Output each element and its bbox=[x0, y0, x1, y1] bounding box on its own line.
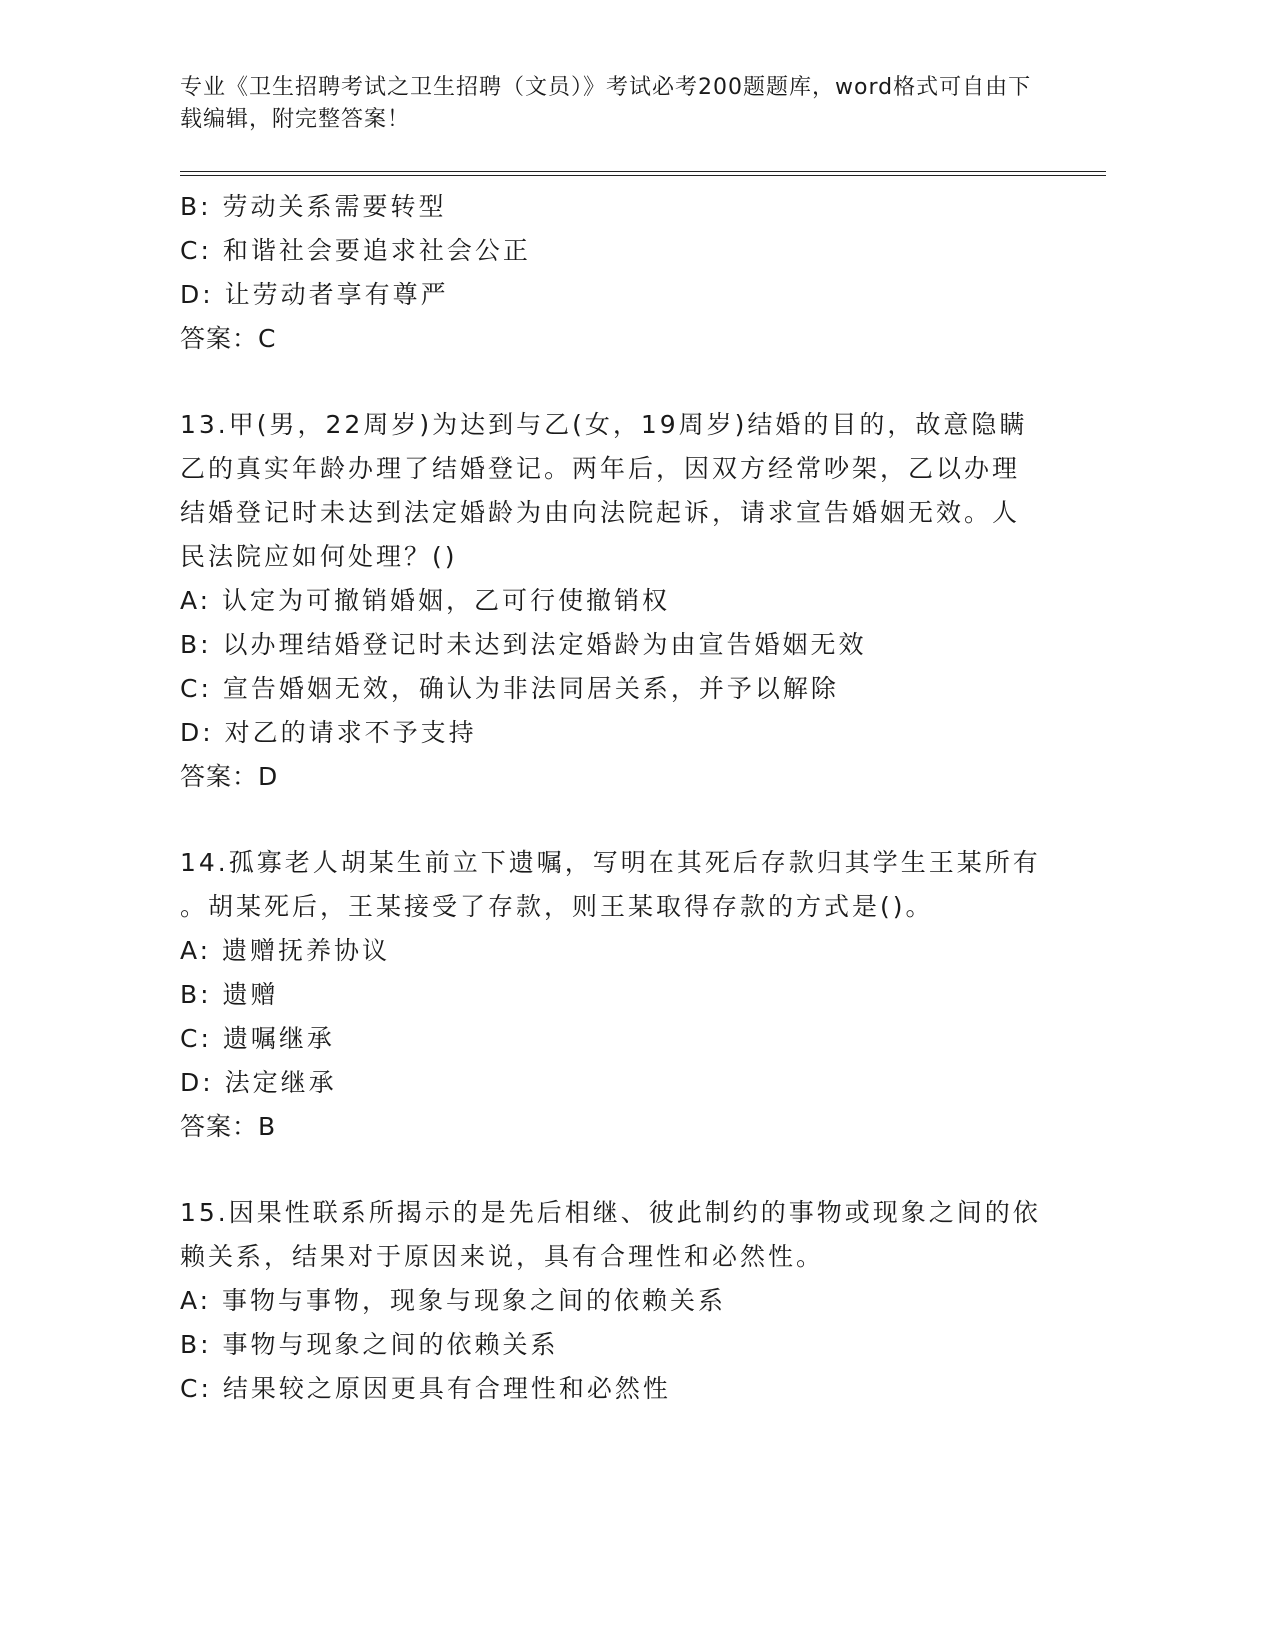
document-body bbox=[180, 185, 1080, 1411]
header-divider-top bbox=[180, 171, 1106, 172]
question-text-line: 13.甲(男，22周岁)为达到与乙(女，19周岁)结婚的目的，故意隐瞒 bbox=[180, 410, 1028, 439]
question-text-line: 。胡某死后，王某接受了存款，则王某取得存款的方式是()。 bbox=[180, 892, 934, 921]
option-b: B: 劳动关系需要转型 bbox=[180, 192, 447, 221]
option-a: A: 遗赠抚养协议 bbox=[180, 936, 391, 965]
document-header bbox=[180, 72, 1040, 136]
question-text-line: 乙的真实年龄办理了结婚登记。两年后，因双方经常吵架，乙以办理 bbox=[180, 454, 1021, 483]
option-d: D: 对乙的请求不予支持 bbox=[180, 718, 477, 747]
question-text-line: 结婚登记时未达到法定婚龄为由向法院起诉，请求宣告婚姻无效。人 bbox=[180, 498, 1021, 527]
answer-line: 答案：D bbox=[180, 762, 279, 791]
header-divider-bottom bbox=[180, 175, 1106, 176]
option-a: A: 认定为可撤销婚姻，乙可行使撤销权 bbox=[180, 586, 671, 615]
question-text-line: 15.因果性联系所揭示的是先后相继、彼此制约的事物或现象之间的依 bbox=[180, 1198, 1041, 1227]
option-d: D: 法定继承 bbox=[180, 1068, 337, 1097]
option-b: B: 事物与现象之间的依赖关系 bbox=[180, 1330, 559, 1359]
question-15 bbox=[180, 1191, 1080, 1411]
question-13 bbox=[180, 403, 1080, 799]
question-text-line: 赖关系，结果对于原因来说，具有合理性和必然性。 bbox=[180, 1242, 825, 1271]
option-d: D: 让劳动者享有尊严 bbox=[180, 280, 449, 309]
option-c: C: 和谐社会要追求社会公正 bbox=[180, 236, 531, 265]
question-fragment bbox=[180, 185, 1080, 361]
question-14 bbox=[180, 841, 1080, 1149]
option-a: A: 事物与事物，现象与现象之间的依赖关系 bbox=[180, 1286, 727, 1315]
option-b: B: 以办理结婚登记时未达到法定婚龄为由宣告婚姻无效 bbox=[180, 630, 867, 659]
option-c: C: 遗嘱继承 bbox=[180, 1024, 335, 1053]
question-text-line: 民法院应如何处理？() bbox=[180, 542, 458, 571]
answer-line: 答案：B bbox=[180, 1112, 277, 1141]
option-c: C: 结果较之原因更具有合理性和必然性 bbox=[180, 1374, 671, 1403]
option-c: C: 宣告婚姻无效，确认为非法同居关系，并予以解除 bbox=[180, 674, 839, 703]
answer-line: 答案：C bbox=[180, 324, 277, 353]
option-b: B: 遗赠 bbox=[180, 980, 279, 1009]
header-title: 专业《卫生招聘考试之卫生招聘（文员）》考试必考200题题库，word格式可自由下载编辑，附完整答案！ bbox=[180, 75, 1032, 132]
question-text-line: 14.孤寡老人胡某生前立下遗嘱，写明在其死后存款归其学生王某所有 bbox=[180, 848, 1041, 877]
